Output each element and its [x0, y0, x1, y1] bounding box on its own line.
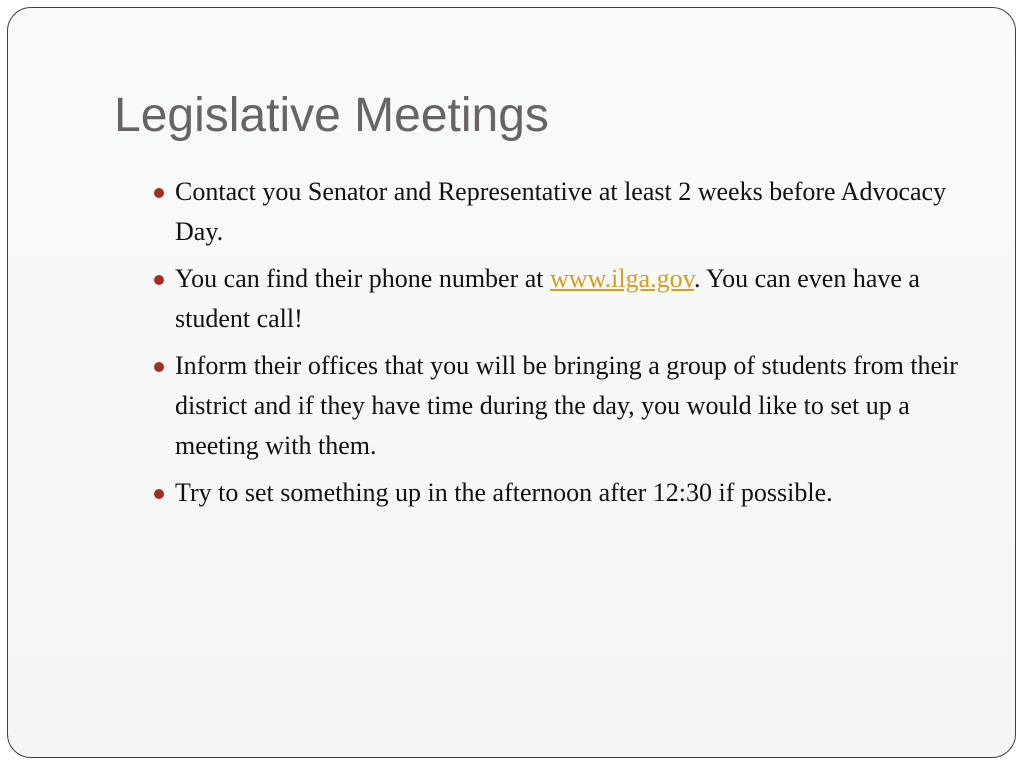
bullet-dot-icon: [154, 362, 164, 372]
ilga-website-link[interactable]: www.ilga.gov: [550, 264, 694, 293]
bullet-item-3: [154, 346, 974, 466]
bullet-dot-icon: [154, 275, 164, 285]
bullet-dot-icon: [154, 489, 164, 499]
bullet-item-4: [154, 473, 974, 513]
bullet-text-after-link: . You can even have a student call!: [175, 264, 920, 333]
bullet-item-2: [154, 259, 974, 339]
bullet-text: Inform their offices that you will be bringing a group of students from their district and if they have time during the day, you would like to set up a meeting with them.: [175, 351, 958, 460]
bullet-text-before-link: You can find their phone number at: [175, 264, 551, 293]
bullet-text: Try to set something up in the afternoon after 12:30 if possible.: [175, 478, 833, 507]
slide: [7, 7, 1016, 758]
bullet-list: [154, 172, 974, 520]
slide-title: Legislative Meetings: [114, 89, 549, 142]
bullet-dot-icon: [154, 188, 164, 198]
bullet-item-1: [154, 172, 974, 252]
bullet-text: Contact you Senator and Representative at least 2 weeks before Advocacy Day.: [175, 177, 947, 246]
